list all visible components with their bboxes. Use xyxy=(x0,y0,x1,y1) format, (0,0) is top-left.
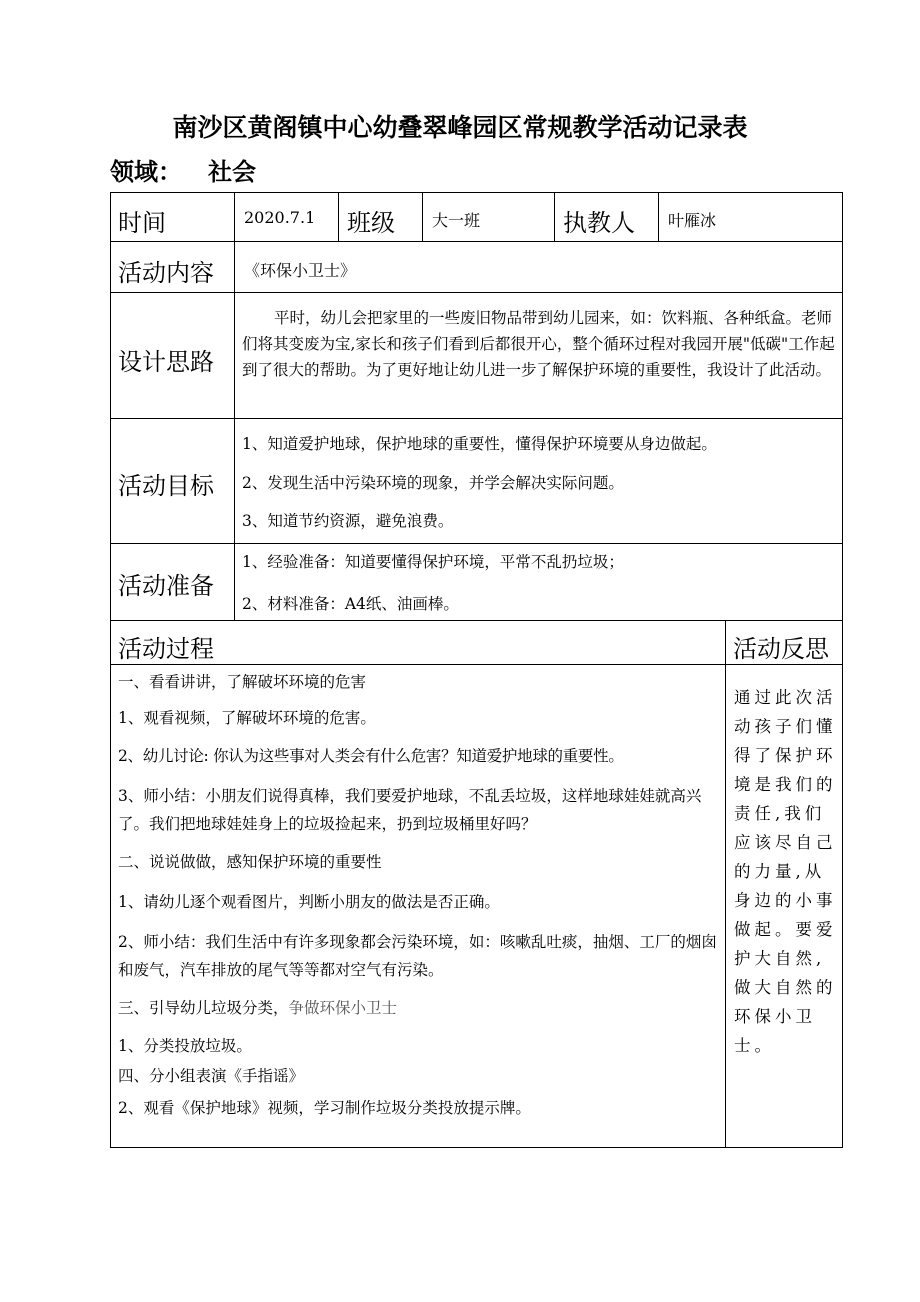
design-text: 平时，幼儿会把家里的一些废旧物品带到幼儿园来，如：饮料瓶、各种纸盒。老师们将其变废为宝,家长和孩子们看到后都很开心，整个循环过程对我园开展"低碳"工作起到了很大的帮助。为了更好地让幼儿进一步了解保护环境的重要性，我设计了此活动。 xyxy=(242,309,835,379)
process-line: 1、观看视频，了解破坏环境的危害。 xyxy=(118,709,376,727)
goal-item: 3、知道节约资源，避免浪费。 xyxy=(242,512,454,530)
process-line: 2、师小结：我们生活中有许多现象都会污染环境，如：咳嗽乱吐痰，抽烟、工厂的烟囱和废气，汽车排放的尾气等等都对空气有污染。 xyxy=(118,933,717,979)
process-line: 二、说说做做，感知保护环境的重要性 xyxy=(118,853,382,871)
reflection-text: 通过此次活动孩子们懂得了保护环境是我们的责任,我们应该尽自己的力量,从身边的小事做起。要爱护大自然,做大自然的环保小卫士。 xyxy=(734,688,837,1055)
teacher-label: 执教人 xyxy=(563,209,635,237)
process-line-highlight: 争做环保小卫士 xyxy=(288,999,398,1017)
table-rule xyxy=(110,241,843,242)
table-rule xyxy=(338,192,339,241)
table-rule xyxy=(110,664,843,665)
time-label: 时间 xyxy=(118,209,166,237)
process-line: 3、师小结：小朋友们说得真棒，我们要爱护地球，不乱丢垃圾，这样地球娃娃就高兴了。我们把地球娃娃身上的垃圾捡起来，扔到垃圾桶里好吗？ xyxy=(118,787,702,833)
domain-line xyxy=(110,152,256,187)
prep-item: 1、经验准备：知道要懂得保护环境，平常不乱扔垃圾； xyxy=(242,553,624,571)
table-rule xyxy=(234,192,235,620)
document-title: 南沙区黄阁镇中心幼叠翠峰园区常规教学活动记录表 xyxy=(172,113,748,142)
table-border-bottom xyxy=(110,1147,843,1148)
process-line: 四、分小组表演《手指谣》 xyxy=(118,1067,305,1085)
table-rule xyxy=(658,192,659,241)
table-rule xyxy=(110,418,843,419)
process-line: 2、幼儿讨论: 你认为这些事对人类会有什么危害？知道爱护地球的重要性。 xyxy=(118,747,624,765)
table-border-top xyxy=(110,192,843,193)
content-value: 《环保小卫士》 xyxy=(244,261,357,280)
reflection-label: 活动反思 xyxy=(733,635,829,663)
table-border-right xyxy=(842,192,843,1147)
process-line: 三、引导幼儿垃圾分类， xyxy=(118,999,289,1017)
class-value: 大一班 xyxy=(432,211,481,230)
table-rule xyxy=(725,620,726,1147)
goal-item: 1、知道爱护地球，保护地球的重要性，懂得保护环境要从身边做起。 xyxy=(242,435,717,453)
process-line: 1、请幼儿逐个观看图片，判断小朋友的做法是否正确。 xyxy=(118,893,500,911)
time-value: 2020.7.1 xyxy=(244,208,316,227)
design-label: 设计思路 xyxy=(118,348,214,376)
class-label: 班级 xyxy=(347,209,395,237)
process-label: 活动过程 xyxy=(118,635,214,663)
process-line: 2、观看《保护地球》视频，学习制作垃圾分类投放提示牌。 xyxy=(118,1099,531,1117)
process-line: 1、分类投放垃圾。 xyxy=(118,1037,252,1055)
table-rule xyxy=(110,620,843,621)
content-label: 活动内容 xyxy=(118,259,214,287)
prep-list xyxy=(242,550,838,614)
goals-list xyxy=(242,432,838,531)
table-rule xyxy=(422,192,423,241)
domain-label: 领域： xyxy=(110,158,182,186)
table-rule xyxy=(110,292,843,293)
domain-value: 社会 xyxy=(208,158,256,186)
teacher-value: 叶雁冰 xyxy=(668,211,717,230)
table-border-left xyxy=(110,192,111,1147)
goal-item: 2、发现生活中污染环境的现象，并学会解决实际问题。 xyxy=(242,474,624,492)
prep-label: 活动准备 xyxy=(118,572,214,600)
process-line: 一、看看讲讲，了解破坏环境的危害 xyxy=(118,673,367,691)
process-line-group xyxy=(118,996,720,1034)
table-rule xyxy=(110,543,843,544)
prep-item: 2、材料准备：A4纸、油画棒。 xyxy=(242,595,459,613)
table-rule xyxy=(554,192,555,241)
goals-label: 活动目标 xyxy=(118,472,214,500)
process-content xyxy=(118,670,720,1120)
